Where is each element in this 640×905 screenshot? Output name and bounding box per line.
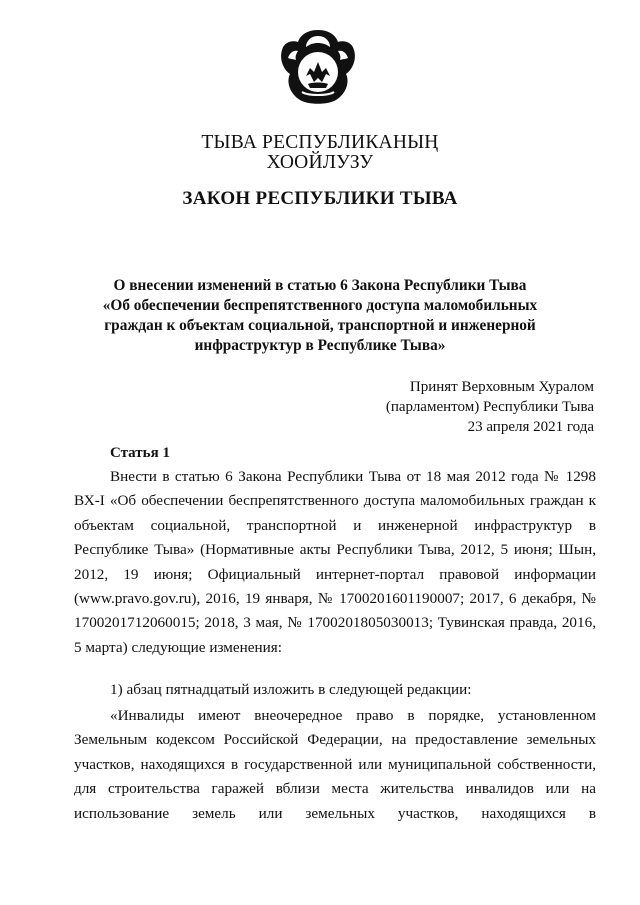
law-title (0, 276, 640, 356)
paragraph-line: 1700201712060015; 2018, 3 мая, № 1700201805030013; Тувинская правда, 2016, (74, 614, 596, 632)
paragraph-line: 5 марта) следующие изменения: (74, 638, 282, 656)
article-paragraph-1 (74, 465, 596, 660)
law-heading: ЗАКОН РЕСПУБЛИКИ ТЫВА (182, 188, 458, 209)
paragraph-line: ВХ-I «Об обеспечении беспрепятственного доступа маломобильных граждан к (74, 492, 596, 510)
title-line-3: граждан к объектам социальной, транспортной и инженерной (104, 317, 536, 334)
adoption-line-2: (парламентом) Республики Тыва (385, 399, 594, 415)
tuva-coat-of-arms-icon (276, 26, 360, 108)
article-paragraph-3 (74, 704, 596, 826)
paragraph-line: Земельным кодексом Российской Федерации, на предоставление земельных (74, 731, 596, 749)
paragraph-line: Республике Тыва» (Нормативные акты Республики Тыва, 2012, 5 июня; Шын, (74, 541, 596, 559)
title-line-4: инфраструктур в Республике Тыва» (194, 337, 446, 354)
adoption-line-1: Принят Верховным Хуралом (409, 379, 594, 395)
title-line-1: О внесении изменений в статью 6 Закона Республики Тыва (113, 277, 527, 294)
title-line-2: «Об обеспечении беспрепятственного доступа маломобильных (102, 297, 538, 314)
paragraph-line: участков, находящихся в государственной или муниципальной собственности, (74, 755, 596, 773)
tuvan-line-1: ТЫВА РЕСПУБЛИКАНЫҢ (201, 132, 439, 153)
paragraph-line: 2012, 19 июня; Официальный интернет-портал правовой информации (74, 565, 596, 583)
tuvan-line-2: ХООЙЛУЗУ (266, 152, 374, 173)
paragraph-line: для строительства гаражей вблизи места жительства инвалидов или на (74, 780, 596, 798)
adoption-note (386, 377, 594, 437)
paragraph-line: использование земель или земельных участков, находящихся в (74, 804, 596, 822)
paragraph-line: 1) абзац пятнадцатый изложить в следующей редакции: (110, 681, 472, 698)
paragraph-line: (www.pravo.gov.ru), 2016, 19 января, № 1700201601190007; 2017, 6 декабря, № (74, 590, 596, 608)
article-paragraph-2 (74, 678, 596, 702)
paragraph-line: Внести в статью 6 Закона Республики Тыва от 18 мая 2012 года № 1298 (110, 468, 596, 485)
adoption-date: 23 апреля 2021 года (467, 419, 594, 435)
tuvan-law-heading (0, 133, 640, 173)
paragraph-line: объектам социальной, транспортной и инженерной инфраструктур в (74, 516, 596, 534)
article-heading: Статья 1 (110, 445, 170, 461)
paragraph-line: «Инвалиды имеют внеочередное право в порядке, установленном (110, 707, 596, 724)
